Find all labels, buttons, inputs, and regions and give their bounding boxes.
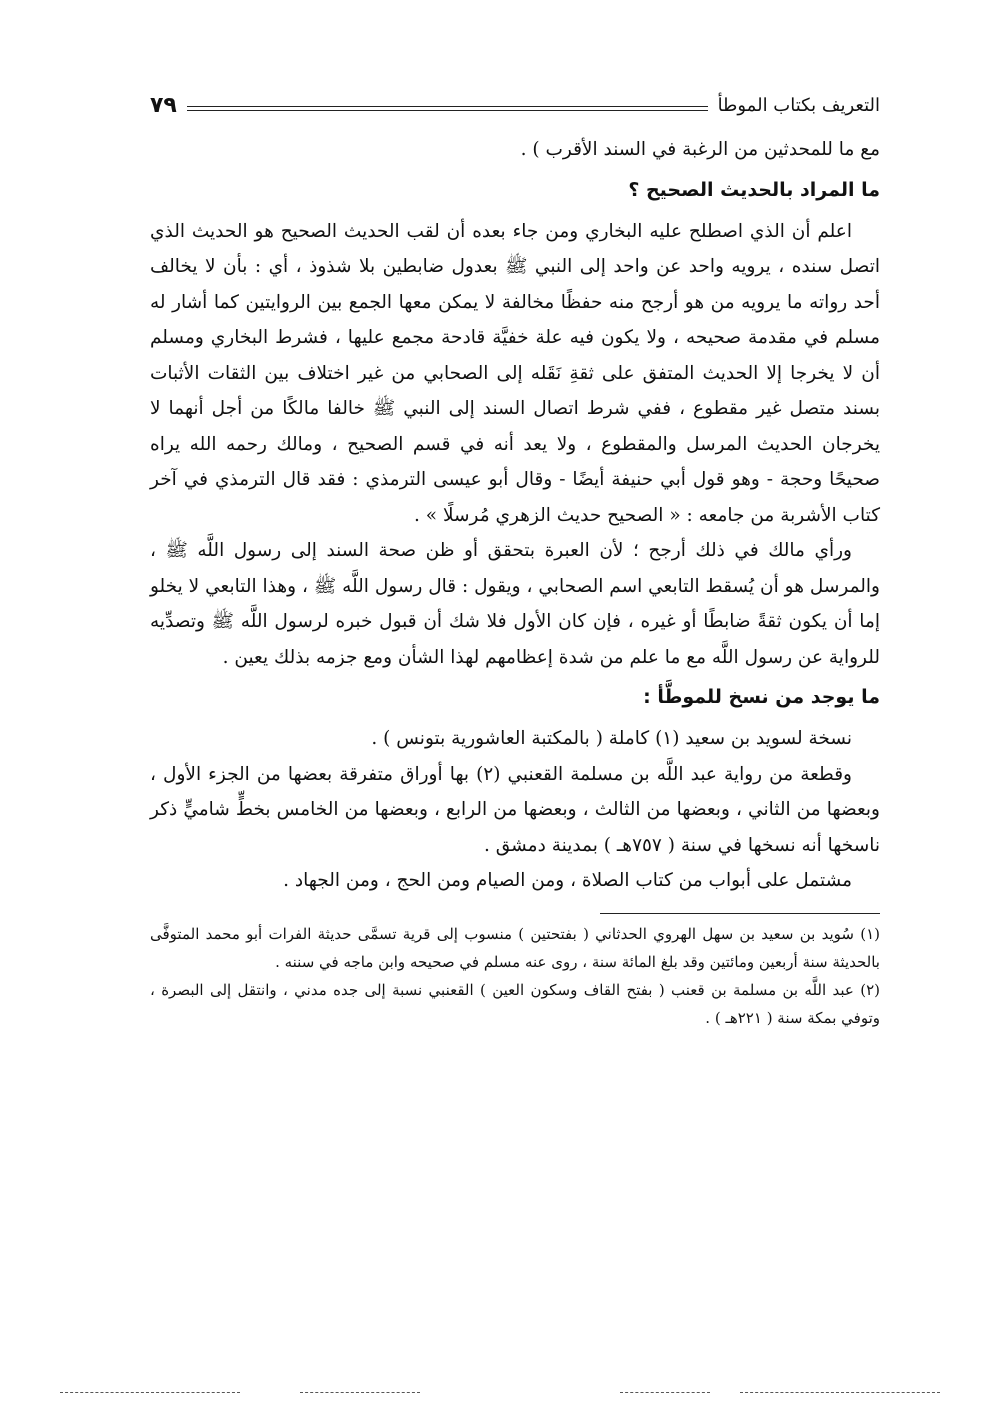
paragraph-malik-opinion: ورأي مالك في ذلك أرجح ؛ لأن العبرة بتحقق أو ظن صحة السند إلى رسول اللَّه ﷺ ، والمرسل هو أن يُسقط التابعي اسم الصحابي ، ويقول : قال رسول اللَّه ﷺ ، وهذا التابعي لا يخلو إما أن يكون ثقةً ضابطًا أو غيره ، فإن كان الأول فلا شك أن قبول خبره لرسول اللَّه ﷺ وتصدِّيه للرواية عن رسول اللَّه مع ما علم من شدة إعظامهم لهذا الشأن ومع جزمه بذلك يعين .	[150, 540, 880, 668]
intro-line: مع ما للمحدثين من الرغبة في السند الأقرب ) .	[520, 139, 880, 160]
running-title: التعريف بكتاب الموطأ	[717, 94, 880, 116]
page-number: ٧٩	[150, 92, 177, 118]
header-rule	[187, 106, 708, 111]
footnote-2: (٢) عبد اللَّه بن مسلمة بن قعنب ( بفتح القاف وسكون العين ) القعنبي نسبة إلى جده مدني ، وانتقل إلى البصرة ، وتوفي بمكة سنة ( ٢٢١هـ ) .	[150, 980, 880, 1027]
footnote-separator	[600, 913, 880, 914]
scan-mark	[60, 1392, 240, 1393]
running-header	[150, 90, 880, 120]
footnote-1: (١) سُويد بن سعيد بن سهل الهروي الحدثاني ( بفتحتين ) منسوب إلى قرية تسمَّى حديثة الفرات أبو محمد المتوفَّى بالحديثة سنة أربعين ومائتين وقد بلغ المائة سنة ، روى عنه مسلم في صحيحه وابن ماجه في سننه .	[150, 924, 880, 971]
scan-mark	[620, 1392, 710, 1393]
scan-edge-marks	[60, 1392, 960, 1398]
book-page	[150, 90, 880, 1390]
paragraph-qanabi-fragment: وقطعة من رواية عبد اللَّه بن مسلمة القعنبي (٢) بها أوراق متفرقة بعضها من الجزء الأول ، وبعضها من الثاني ، وبعضها من الثالث ، وبعضها من الرابع ، وبعضها من الخامس بخطٍّ شاميٍّ ذكر ناسخها أنه نسخها في سنة ( ٧٥٧هـ ) بمدينة دمشق .	[150, 763, 880, 856]
paragraph-contents: مشتمل على أبواب من كتاب الصلاة ، ومن الصيام ومن الحج ، ومن الجهاد .	[283, 870, 852, 891]
section-heading-manuscripts: ما يوجد من نسخ للموطَّأ :	[643, 686, 880, 708]
scan-mark	[300, 1392, 420, 1393]
paragraph-sahih-definition: اعلم أن الذي اصطلح عليه البخاري ومن جاء بعده أن لقب الحديث الصحيح هو الحديث الذي اتصل سنده ، يرويه واحد عن واحد إلى النبي ﷺ بعدول ضابطين بلا شذوذ ، أي : بأن لا يخالف أحد رواته ما يرويه من هو أرجح منه حفظًا مخالفة لا يمكن معها الجمع بين الروايتين كما أشار له مسلم في مقدمة صحيحه ، ولا يكون فيه علة خفيَّة قادحة مجمع عليها ، فشرط البخاري ومسلم أن لا يخرجا إلا الحديث المتفق على ثقةِ نَقَله إلى الصحابي من غير اختلاف بين الثقات الأثبات بسند متصل غير مقطوع ، ففي شرط اتصال السند إلى النبي ﷺ خالفا مالكًا من أجل أنهما لا يخرجان الحديث المرسل والمقطوع ، ولا يعد أنه في قسم الصحيح ، ومالك رحمه الله يراه صحيحًا وحجة - وهو قول أبي حنيفة أيضًا - وقال أبو عيسى الترمذي : فقد قال الترمذي في آخر كتاب الأشربة من جامعه : « الصحيح حديث الزهري مُرسلًا » .	[150, 220, 880, 526]
section-heading-sahih: ما المراد بالحديث الصحيح ؟	[628, 178, 880, 201]
scan-mark	[740, 1392, 940, 1393]
paragraph-suwayd-copy: نسخة لسويد بن سعيد (١) كاملة ( بالمكتبة العاشورية بتونس ) .	[371, 728, 852, 749]
